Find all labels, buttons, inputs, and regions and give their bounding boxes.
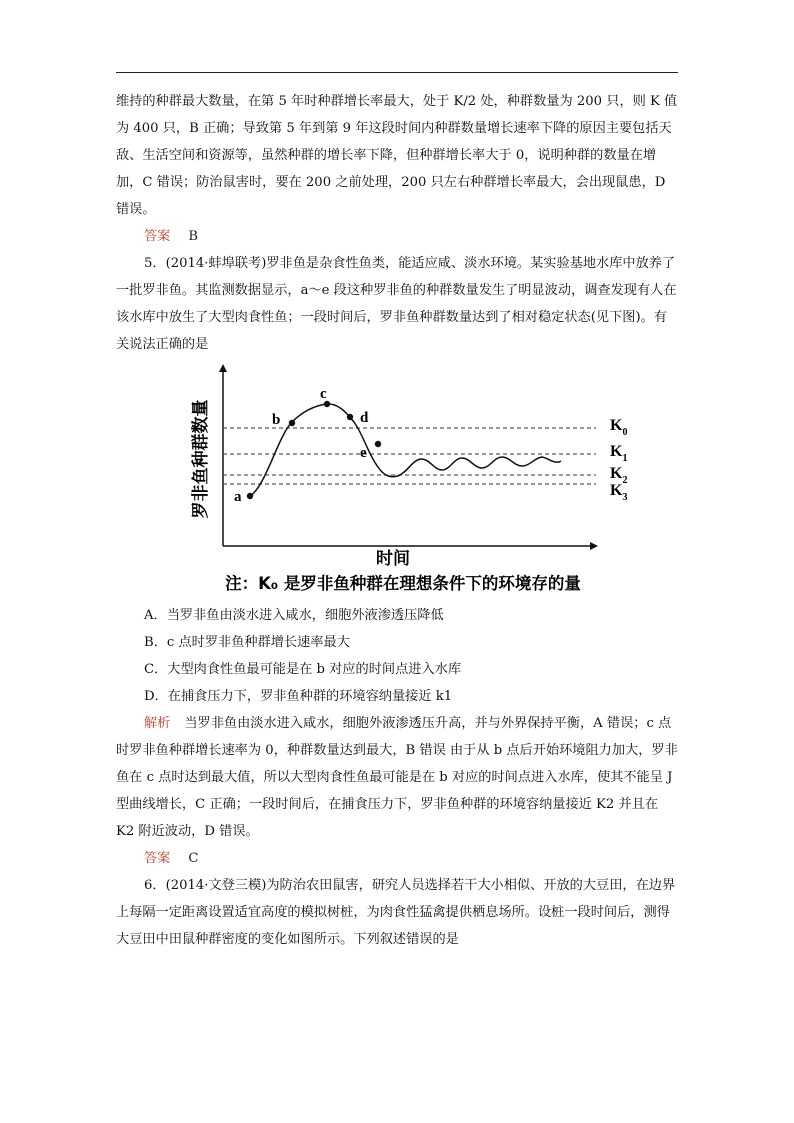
- chart-note: 注：K₀ 是罗非鱼种群在理想条件下的环境存的量: [225, 574, 581, 593]
- k2-label: $K_2$: [610, 465, 628, 486]
- label-b: b: [272, 412, 281, 428]
- answer-c: [116, 845, 680, 872]
- point-b: [289, 420, 295, 426]
- label-a: a: [234, 489, 242, 505]
- option-d: D．在捕食压力下，罗非鱼种群的环境容纳量接近 k1: [144, 689, 453, 704]
- k1-label: $K_1$: [610, 443, 628, 464]
- chart-svg: [116, 364, 680, 594]
- question-6: 6．(2014·文登三模)为防治农田鼠害，研究人员选择若干大小相似、开放的大豆田，在边界上每隔一定距离设置适宜高度的模拟树桩，为肉食性猛禽提供栖息场所。设桩一段时间后，测得大豆田中田鼠种群密度的变化如图所示。下列叙述错误的是: [116, 878, 676, 947]
- analysis-text: 当罗非鱼由淡水进入咸水，细胞外液渗透压升高，并与外界保持平衡，A 错误；c 点时罗非鱼种群增长速率为 0，种群数量达到最大，B 错误 由于从 b 点后开始环境阻力加大，罗非鱼在 c 点时达到最大值，所以大型肉食性鱼最可能是在 b 对应的时间点进入水库，使其不能呈 J 型曲线增长，C 正确；一段时间后，在捕食压力下，罗非鱼种群的环境容纳量接近 K2 并且在 K2 附近波动，D 错误。: [116, 716, 678, 839]
- option-a: A．当罗非鱼由淡水进入咸水，细胞外液渗透压降低: [144, 608, 444, 623]
- intro-paragraph: 维持的种群最大数量，在第 5 年时种群增长率最大，处于 K/2 处，种群数量为 200 只，则 K 值为 400 只，B 正确；导致第 5 年到第 9 年这段时间内种群数量增长速率下降的原因主要包括天敌、生活空间和资源等，虽然种群的增长率下降，但种群增长率大于 0，说明种群的数量在增加，C 错误；防治鼠害时，要在 200 之前处理，200 只左右种群增长率最大，会出现鼠患，D 错误。: [116, 94, 678, 217]
- k0-label: $K_0$: [610, 417, 628, 438]
- answer-label-2: 答案: [144, 851, 171, 866]
- page-content: [116, 88, 680, 953]
- population-chart: [116, 364, 680, 594]
- y-axis-label: 罗非鱼种群数量: [191, 399, 211, 519]
- answer-b: [116, 223, 680, 250]
- label-e: e: [360, 445, 367, 461]
- y-axis-arrow: [219, 364, 227, 372]
- option-b: B．c 点时罗非鱼种群增长速率最大: [144, 635, 350, 650]
- point-a: [247, 493, 253, 499]
- label-c: c: [320, 386, 327, 402]
- analysis-label: 解析: [144, 716, 171, 731]
- analysis-paragraph: [116, 710, 680, 845]
- answer-label: 答案: [144, 229, 171, 244]
- k3-label: $K_3$: [610, 482, 628, 503]
- answer-value: B: [188, 229, 199, 244]
- point-e: [375, 441, 381, 447]
- question-5: 5．(2014·蚌埠联考)罗非鱼是杂食性鱼类，能适应咸、淡水环境。某实验基地水库中放养了一批罗非鱼。其监测数据显示，a～e 段这种罗非鱼的种群数量发生了明显波动，调查发现有人在该水库中放生了大型肉食性鱼；一段时间后，罗非鱼种群数量达到了相对稳定状态(见下图)。有关说法正确的是: [116, 256, 677, 352]
- point-d: [347, 414, 353, 420]
- population-curve: [250, 404, 561, 496]
- x-axis-arrow: [590, 542, 598, 550]
- x-axis-label: 时间: [376, 549, 410, 569]
- answer-value-2: C: [188, 851, 199, 866]
- label-d: d: [360, 410, 369, 426]
- option-c: C．大型肉食性鱼最可能是在 b 对应的时间点进入水库: [144, 662, 462, 677]
- header-rule: [116, 72, 678, 73]
